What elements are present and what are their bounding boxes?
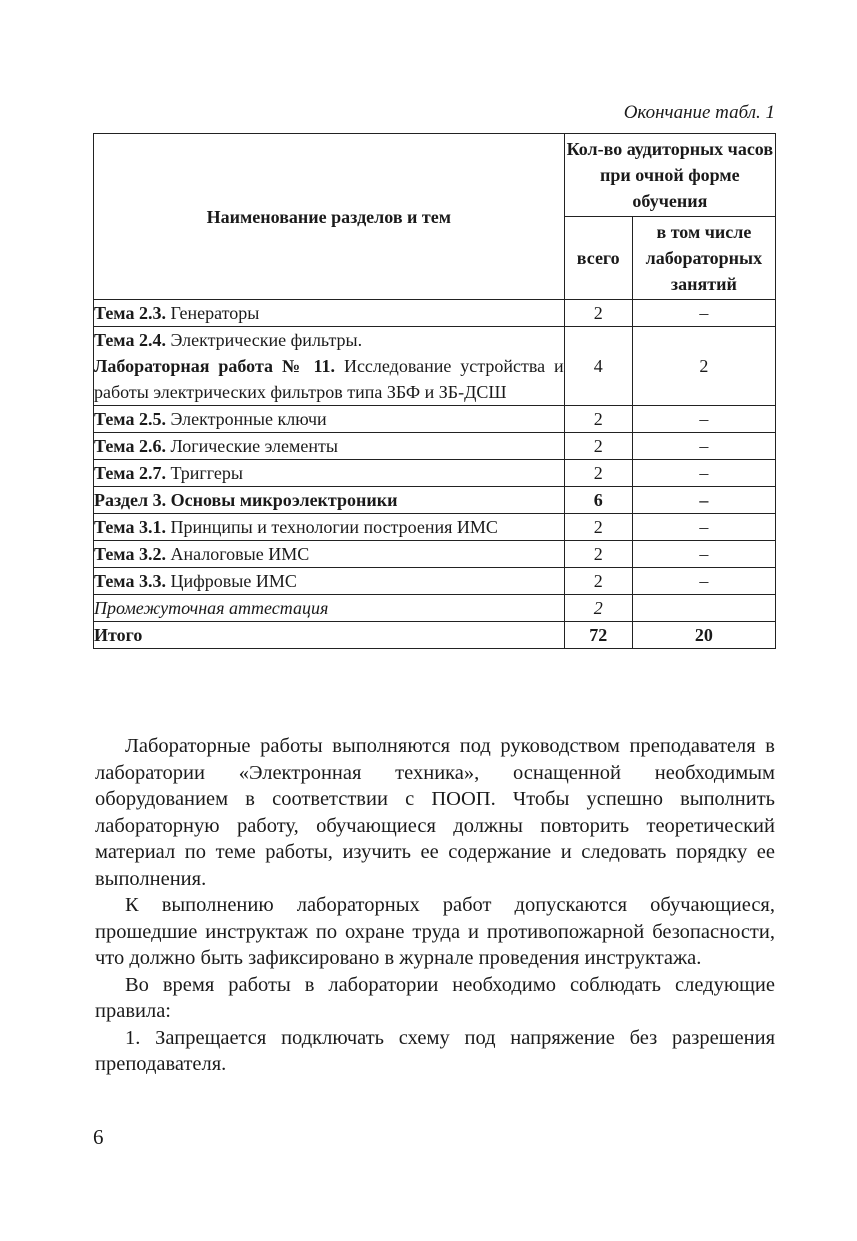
- row-total: 6: [593, 490, 603, 510]
- row-text: Триггеры: [165, 463, 244, 483]
- row-label: Тема 2.4.: [94, 330, 166, 350]
- row-text: Электрические фильтры.: [165, 330, 363, 350]
- row-lab: –: [632, 433, 775, 460]
- table-row: [94, 568, 776, 595]
- table-caption: Окончание табл. 1: [623, 102, 775, 123]
- row-total: 2: [564, 300, 632, 327]
- row-text: Логические элементы: [165, 436, 338, 456]
- row-text-lab: Исследование устройства и работы электрических фильтров типа ЗБФ и ЗБ-ДСШ: [94, 356, 564, 402]
- header-hours: Кол-во аудиторных часов при очной форме обучения: [564, 134, 775, 217]
- row-total: 2: [564, 460, 632, 487]
- table-row: [94, 460, 776, 487]
- row-lab: –: [632, 568, 775, 595]
- row-total: 2: [564, 433, 632, 460]
- header-lab: в том числе лабораторных занятий: [632, 217, 775, 300]
- row-label: Тема 3.2.: [94, 544, 166, 564]
- row-label: Тема 2.6.: [94, 436, 166, 456]
- row-label: Тема 3.3.: [94, 571, 166, 591]
- table-row-attestation: [94, 595, 776, 622]
- row-lab: –: [632, 514, 775, 541]
- paragraph: Лабораторные работы выполняются под руководством преподавателя в лаборатории «Электронная техника», оснащенной необходимым оборудованием в соответствии с ПООП. Чтобы успешно выполнить лабораторную работу, обучающиеся должны повторить теоретический материал по теме работы, изучить ее содержание и следовать порядку ее выполнения.: [95, 735, 775, 890]
- row-label: Тема 3.1.: [94, 517, 166, 537]
- row-text: Промежуточная аттестация: [94, 595, 565, 622]
- table-row: [94, 327, 776, 406]
- table-row: [94, 514, 776, 541]
- row-label: Тема 2.7.: [94, 463, 166, 483]
- row-lab: –: [632, 406, 775, 433]
- row-label: Раздел 3. Основы микроэлектроники: [94, 490, 398, 510]
- row-total: 72: [589, 625, 608, 645]
- row-text: Принципы и технологии построения ИМС: [165, 517, 498, 537]
- page-number: 6: [93, 1125, 104, 1149]
- table-row: [94, 406, 776, 433]
- row-text: Аналоговые ИМС: [165, 544, 310, 564]
- row-total: 4: [564, 327, 632, 406]
- row-lab: –: [632, 541, 775, 568]
- row-lab: [632, 595, 775, 622]
- table-row-total: [94, 622, 776, 649]
- row-lab: –: [699, 490, 709, 510]
- paragraph: К выполнению лабораторных работ допускаются обучающиеся, прошедшие инструктаж по охране труда и противопожарной безопасности, что должно быть зафиксировано в журнале проведения инструктажа.: [95, 894, 775, 969]
- row-total: 2: [564, 568, 632, 595]
- row-text: Генераторы: [165, 303, 260, 323]
- row-total: 2: [564, 541, 632, 568]
- table-row-section: [94, 487, 776, 514]
- row-label: Итого: [94, 625, 143, 645]
- row-total: 2: [564, 595, 632, 622]
- paragraph: 1. Запрещается подключать схему под напряжение без разрешения преподавателя.: [95, 1026, 775, 1075]
- row-label: Тема 2.3.: [94, 303, 166, 323]
- row-lab: 20: [694, 625, 713, 645]
- header-total: всего: [564, 217, 632, 300]
- table-row: [94, 433, 776, 460]
- row-text: Электронные ключи: [165, 409, 327, 429]
- row-lab: –: [632, 460, 775, 487]
- table-row: [94, 300, 776, 327]
- row-label-lab: Лабораторная работа № 11.: [94, 356, 335, 376]
- row-total: 2: [564, 406, 632, 433]
- body-text: [95, 733, 775, 1078]
- header-name: Наименование разделов и тем: [94, 134, 565, 300]
- row-lab: 2: [632, 327, 775, 406]
- row-text: Цифровые ИМС: [165, 571, 297, 591]
- row-total: 2: [564, 514, 632, 541]
- table-row: [94, 541, 776, 568]
- topics-table: [93, 133, 776, 649]
- paragraph: Во время работы в лаборатории необходимо соблюдать следующие правила:: [95, 973, 775, 1022]
- row-lab: –: [632, 300, 775, 327]
- row-label: Тема 2.5.: [94, 409, 166, 429]
